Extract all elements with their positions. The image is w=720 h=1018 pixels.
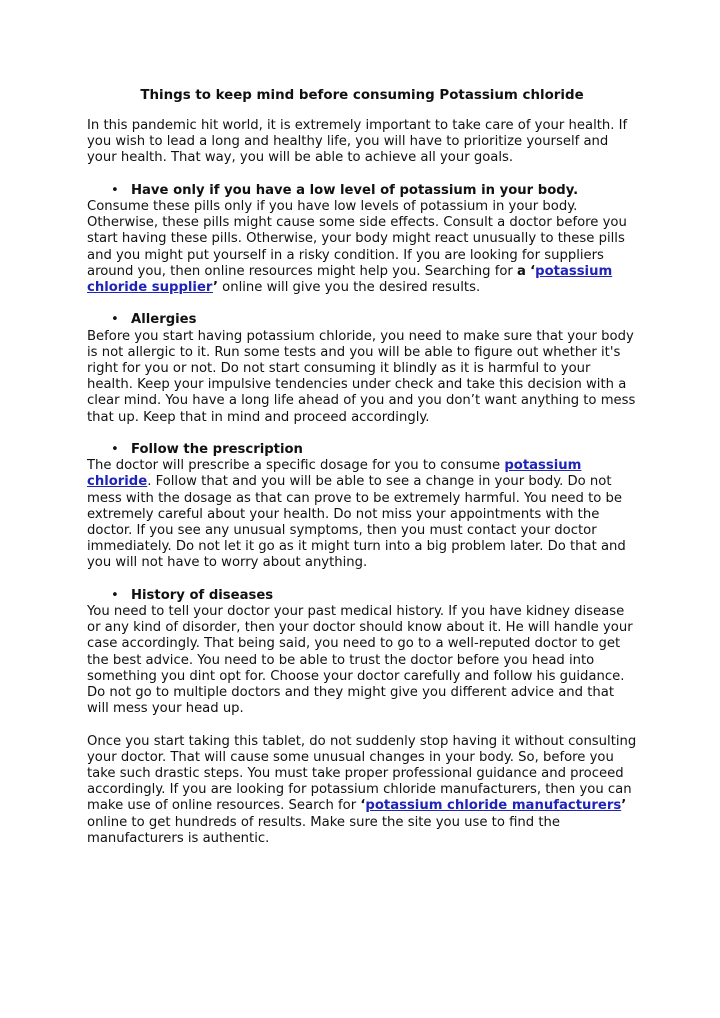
intro-paragraph: In this pandemic hit world, it is extremely important to take care of your health. If you wish to lead a long and healthy life, you will have to prioritize yourself and your health. That way, you will be able to achieve all your goals. bbox=[87, 118, 628, 166]
heading-text: Follow the prescription bbox=[131, 442, 303, 458]
paragraph-text: The doctor will prescribe a specific dosage for you to consume bbox=[87, 458, 505, 474]
link-potassium-chloride[interactable]: potassium chloride bbox=[87, 458, 582, 490]
bullet-heading-prescription bbox=[87, 442, 637, 458]
closing-paragraph bbox=[87, 734, 637, 847]
paragraph-text: Once you start taking this tablet, do not suddenly stop having it without consulting your doctor. That will cause some unusual changes in your body. So, before you take such drastic steps. You must take proper professional guidance and proceed accordingly. If you are looking for potassium chloride manufacturers, then you can make use of online resources. Search for bbox=[87, 733, 637, 814]
spacer bbox=[87, 572, 637, 588]
bullet-dot-icon: • bbox=[111, 442, 119, 458]
spacer bbox=[87, 717, 637, 733]
bullet-dot-icon: • bbox=[111, 182, 119, 198]
link-potassium-chloride-manufacturers[interactable]: potassium chloride manufacturers bbox=[365, 798, 622, 814]
bullet-heading-allergies bbox=[87, 312, 637, 328]
paragraph-history: You need to tell your doctor your past medical history. If you have kidney disease or any kind of disorder, then your doctor should know about it. He will handle your case accordingly. That being said, you need to go to a well-reputed doctor to get the best advice. You need to be able to trust the doctor before you head into something you dint opt for. Choose your doctor carefully and follow his guidance. Do not go to multiple doctors and they might give you different advice and that will mess your head up. bbox=[87, 604, 633, 717]
paragraph-allergies: Before you start having potassium chloride, you need to make sure that your body is not allergic to it. Run some tests and you will be able to figure out whether it's right for you or not. Do not start consuming it blindly as it is harmful to your health. Keep your impulsive tendencies under check and take this decision with a clear mind. You have a long life ahead of you and you don’t want anything to mess that up. Keep that in mind and proceed accordingly. bbox=[87, 328, 636, 425]
paragraph-prescription bbox=[87, 458, 637, 571]
paragraph-text: online to get hundreds of results. Make sure the site you use to find the manufacturers is authentic. bbox=[87, 814, 560, 846]
spacer bbox=[87, 296, 637, 312]
quote-close: ’ bbox=[621, 798, 627, 814]
paragraph-text: Consume these pills only if you have low levels of potassium in your body. Otherwise, these pills might cause some side effects. Consult a doctor before you start having these pills. Otherwise, your body might react unusually to these pills and you might put yourself in a risky condition. If you are looking for suppliers around you, then online resources might help you. Searching for bbox=[87, 199, 627, 279]
heading-text: Allergies bbox=[131, 312, 197, 328]
heading-text: Have only if you have a low level of potassium in your body. bbox=[131, 182, 579, 198]
link-potassium-chloride-supplier[interactable]: potassium chloride supplier bbox=[87, 263, 613, 296]
paragraph-text: . Follow that and you will be able to see a change in your body. Do not mess with the dosage as that can prove to be extremely harmful. You need to be extremely careful about your health. Do not miss your appointments with the doctor. If you see any unusual symptoms, then you must contact your doctor immediately. Do not let it go as it might turn into a big problem later. Do that and you will not have to worry about anything. bbox=[87, 474, 626, 571]
bullet-heading-low-potassium bbox=[87, 183, 637, 199]
document-page bbox=[87, 88, 637, 847]
bold-text: a bbox=[517, 263, 526, 279]
bullet-heading-history bbox=[87, 588, 637, 604]
document-title: Things to keep mind before consuming Potassium chloride bbox=[140, 88, 584, 103]
bullet-dot-icon: • bbox=[111, 312, 119, 328]
quote-open: ‘ bbox=[360, 798, 366, 814]
spacer bbox=[87, 426, 637, 442]
bullet-dot-icon: • bbox=[111, 587, 119, 603]
quote-close: ’ bbox=[212, 280, 218, 296]
paragraph-low-potassium bbox=[87, 199, 637, 296]
heading-text: History of diseases bbox=[131, 587, 274, 603]
paragraph-text: online will give you the desired results. bbox=[217, 280, 481, 296]
spacer bbox=[87, 167, 637, 183]
quote-open: ‘ bbox=[530, 263, 536, 279]
